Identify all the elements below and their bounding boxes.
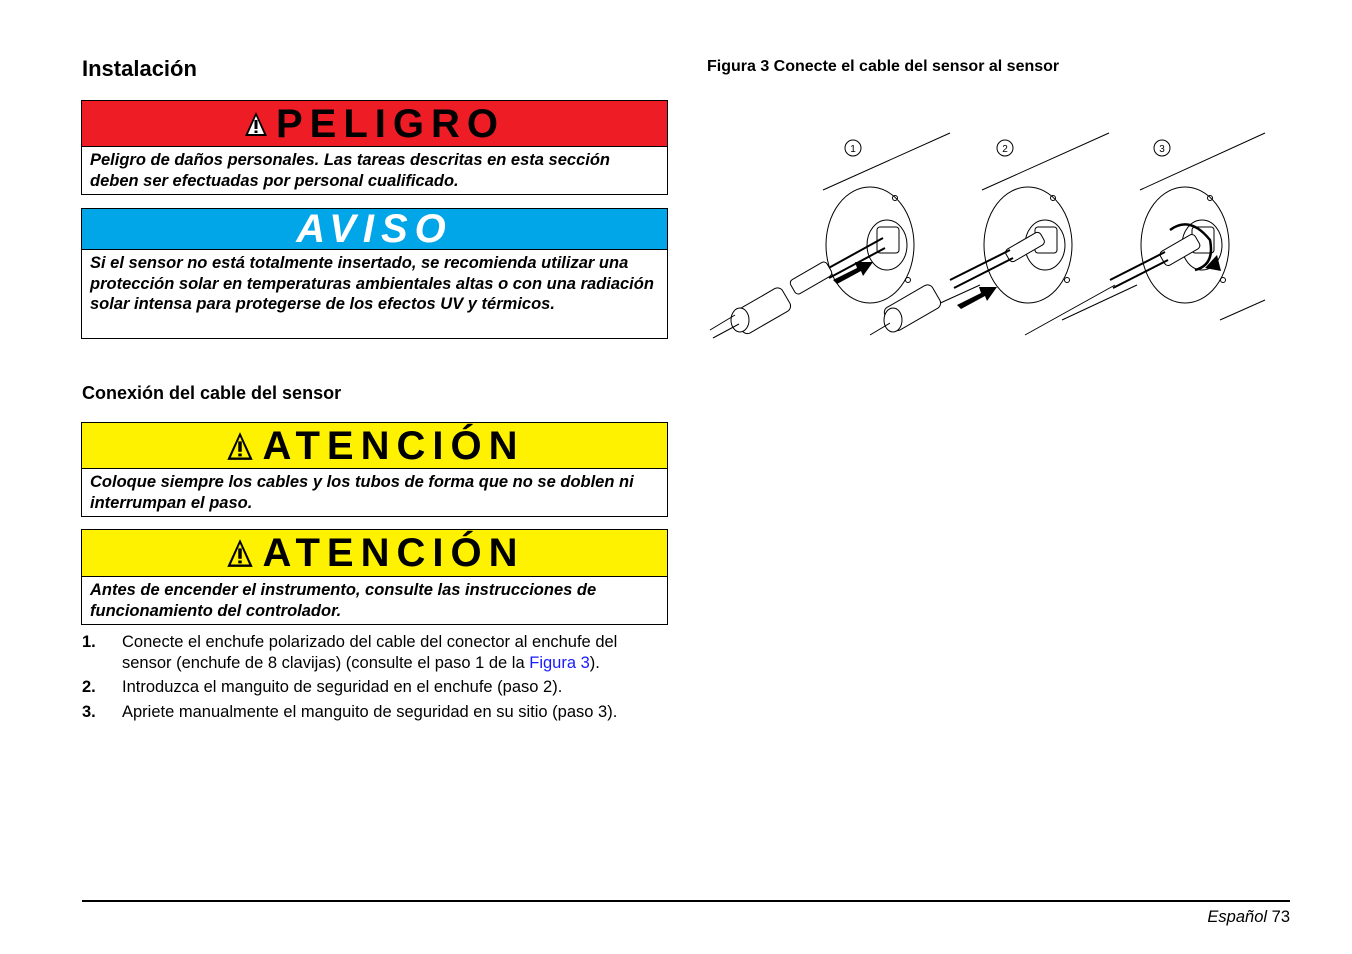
page-number: 73 — [1271, 908, 1290, 926]
notice-label: AVISO — [296, 207, 453, 251]
figure-link[interactable]: Figura 3 — [529, 653, 590, 672]
danger-text: Peligro de daños personales. Las tareas descritas en esta sección deben ser efectuadas por personal cualificado. — [90, 151, 610, 190]
list-item — [82, 702, 662, 723]
callout-1: 1 — [850, 144, 856, 155]
warning-triangle-icon — [244, 111, 268, 137]
list-item — [82, 632, 662, 673]
step-text: Introduzca el manguito de seguridad en el enchufe (paso 2). — [122, 678, 563, 696]
list-item — [82, 677, 662, 698]
danger-box — [81, 100, 668, 195]
caution-header-1 — [82, 423, 667, 469]
caution-text-1: Coloque siempre los cables y los tubos de forma que no se doblen ni interrumpan el paso. — [90, 473, 634, 512]
step-text-tail: ). — [589, 653, 600, 672]
figure-caption: Figura 3 Conecte el cable del sensor al sensor — [707, 58, 1060, 75]
footer-language: Español — [1207, 908, 1268, 926]
footer-divider — [82, 900, 1290, 902]
page-footer — [1207, 908, 1290, 927]
subsection-title: Conexión del cable del sensor — [82, 383, 342, 403]
warning-triangle-icon — [225, 538, 255, 568]
step-number: 2. — [82, 678, 96, 696]
notice-box — [81, 208, 668, 339]
sensor-cable-figure — [705, 130, 1270, 345]
step-text: Apriete manualmente el manguito de seguridad en su sitio (paso 3). — [122, 702, 618, 721]
danger-label: PELIGRO — [275, 101, 506, 146]
caution-box-1 — [81, 422, 668, 517]
caution-header-2 — [82, 530, 667, 577]
step-number: 1. — [82, 633, 96, 651]
notice-header — [82, 209, 667, 250]
danger-header — [82, 101, 667, 147]
step-number: 3. — [82, 702, 96, 721]
section-title: Instalación — [82, 56, 197, 81]
step-text: Conecte el enchufe polarizado del cable del conector al enchufe del sensor (enchufe de 8 clavijas) (consulte el paso 1 de la — [122, 633, 618, 672]
callout-2: 2 — [1002, 144, 1008, 155]
caution-text-2: Antes de encender el instrumento, consulte las instrucciones de funcionamiento del controlador. — [90, 581, 597, 620]
caution-label-1: ATENCIÓN — [262, 423, 525, 468]
arrow-icon — [957, 287, 997, 309]
steps-list — [82, 632, 662, 726]
notice-text: Si el sensor no está totalmente insertado, se recomienda utilizar una protección solar en temperaturas ambientales altas o con una radiación solar intensa para protegerse de los efectos UV y térmicos. — [90, 254, 654, 313]
caution-label-2: ATENCIÓN — [262, 531, 525, 575]
callout-3: 3 — [1159, 144, 1165, 155]
warning-triangle-icon — [225, 431, 255, 461]
caution-box-2 — [81, 529, 668, 625]
